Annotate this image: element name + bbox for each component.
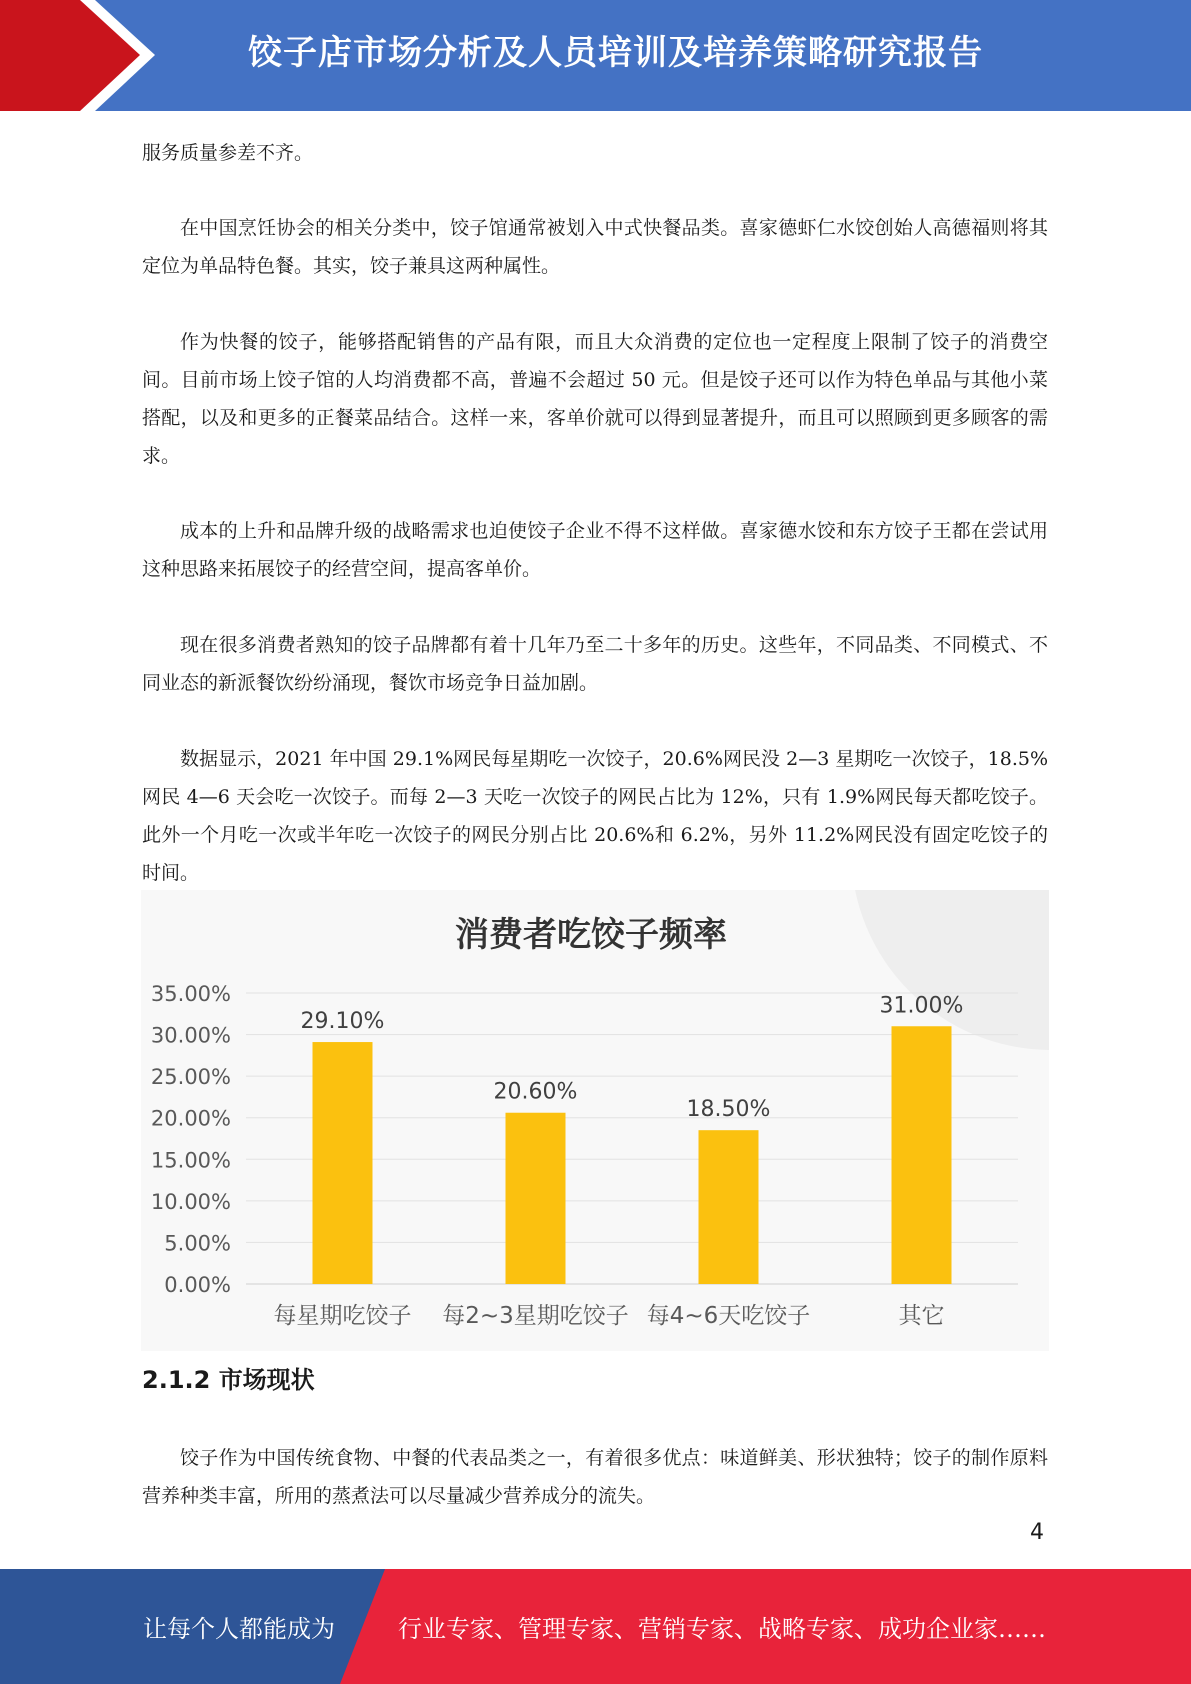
y-tick-label: 0.00% <box>164 1273 231 1297</box>
footer-slogan-right: 行业专家、管理专家、营销专家、战略专家、成功企业家…… <box>398 1615 1046 1643</box>
page-header <box>0 0 1191 111</box>
section-paragraph: 饺子作为中国传统食物、中餐的代表品类之一，有着很多优点：味道鲜美、形状独特；饺子的制作原料营养种类丰富，所用的蒸煮法可以尽量减少营养成分的流失。 <box>142 1447 1048 1507</box>
x-category-label: 每星期吃饺子 <box>273 1303 412 1329</box>
y-tick-label: 35.00% <box>150 982 231 1006</box>
bar <box>313 1042 373 1284</box>
y-tick-label: 30.00% <box>150 1023 231 1048</box>
paragraph-1: 服务质量参差不齐。 <box>142 142 314 164</box>
y-tick-label: 15.00% <box>150 1148 231 1173</box>
data-label: 29.10% <box>300 1009 385 1035</box>
bar <box>699 1130 759 1284</box>
paragraph-5: 现在很多消费者熟知的饺子品牌都有着十几年乃至二十多年的历史。这些年，不同品类、不同模式、不同业态的新派餐饮纷纷涌现，餐饮市场竞争日益加剧。 <box>142 634 1048 694</box>
data-label: 18.50% <box>686 1097 771 1123</box>
footer-slogan-left: 让每个人都能成为 <box>143 1615 335 1643</box>
chart-title: 消费者吃饺子频率 <box>455 915 727 955</box>
x-category-label: 每4~6天吃饺子 <box>646 1303 811 1329</box>
paragraph-6: 数据显示，2021 年中国 29.1%网民每星期吃一次饺子，20.6%网民没 2—3 星期吃一次饺子，18.5%网民 4—6 天会吃一次饺子。而每 2—3 天吃一次饺子的网民占比为 12%，只有 1.9%网民每天都吃饺子。此外一个月吃一次或半年吃一次饺子的网民分别占比 20.6%和 6.2%，另外 11.2%网民没有固定吃饺子的时间。 <box>142 748 1048 884</box>
y-tick-label: 5.00% <box>164 1231 231 1256</box>
data-label: 31.00% <box>879 993 964 1019</box>
page-number: 4 <box>1030 1520 1044 1545</box>
paragraph-4: 成本的上升和品牌升级的战略需求也迫使饺子企业不得不这样做。喜家德水饺和东方饺子王都在尝试用这种思路来拓展饺子的经营空间，提高客单价。 <box>142 520 1048 580</box>
x-category-label: 每2~3星期吃饺子 <box>442 1303 629 1329</box>
paragraph-3: 作为快餐的饺子，能够搭配销售的产品有限，而且大众消费的定位也一定程度上限制了饺子的消费空间。目前市场上饺子馆的人均消费都不高，普遍不会超过 50 元。但是饺子还可以作为特色单品与其他小菜搭配，以及和更多的正餐菜品结合。这样一来，客单价就可以得到显著提升，而且可以照顾到更多顾客的需求。 <box>142 331 1048 467</box>
section-heading: 2.1.2 市场现状 <box>142 1366 315 1394</box>
paragraph-2: 在中国烹饪协会的相关分类中，饺子馆通常被划入中式快餐品类。喜家德虾仁水饺创始人高德福则将其定位为单品特色餐。其实，饺子兼具这两种属性。 <box>142 217 1048 277</box>
header-arrow <box>0 0 140 111</box>
y-tick-label: 25.00% <box>150 1065 231 1090</box>
chart-svg <box>141 890 1049 1351</box>
bar <box>892 1026 952 1284</box>
page-footer <box>0 1569 1191 1684</box>
y-tick-label: 10.00% <box>150 1189 231 1214</box>
x-category-label: 其它 <box>898 1303 945 1329</box>
frequency-chart <box>141 890 1049 1351</box>
bar <box>506 1113 566 1284</box>
data-label: 20.60% <box>493 1079 578 1105</box>
report-title: 饺子店市场分析及人员培训及培养策略研究报告 <box>248 33 983 73</box>
chart-decoration <box>851 890 1049 1050</box>
y-tick-label: 20.00% <box>150 1106 231 1131</box>
